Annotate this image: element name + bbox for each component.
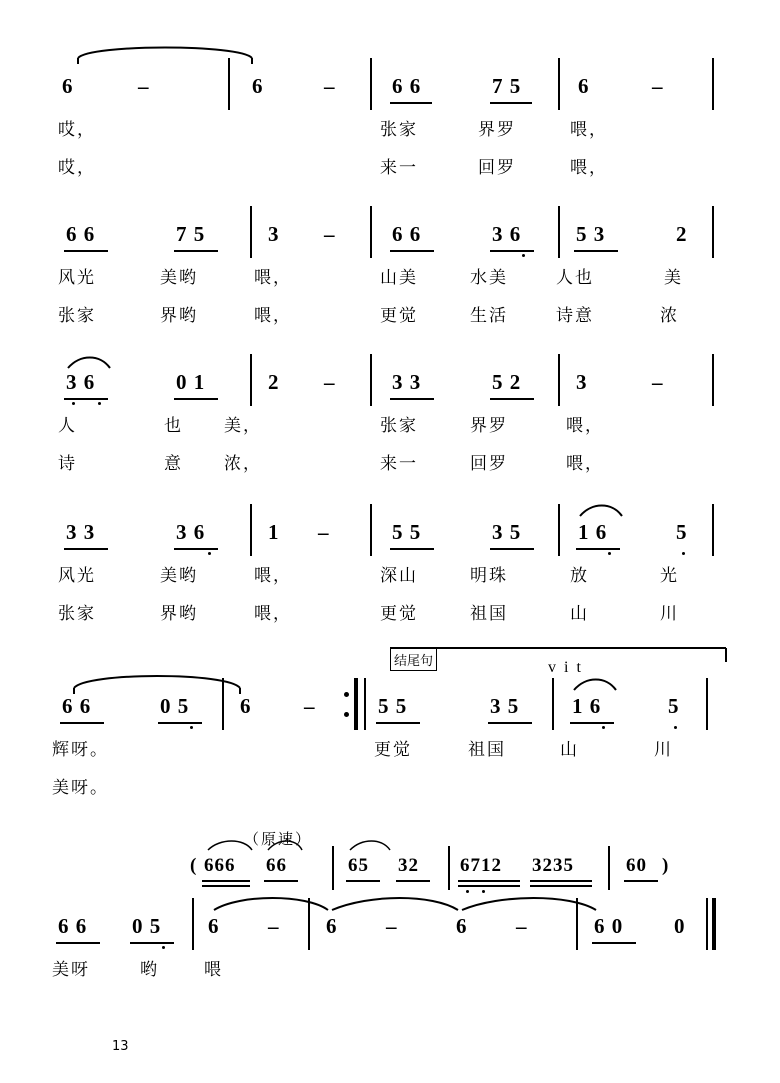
- beam: [530, 885, 592, 887]
- beam: [174, 548, 218, 550]
- note-group: 1 6: [572, 694, 602, 718]
- lyric: 哎，: [58, 158, 96, 178]
- barline: [558, 354, 560, 406]
- octave-dot: [466, 890, 469, 893]
- beam: [570, 722, 614, 724]
- barline: [250, 354, 252, 406]
- beam: [396, 880, 430, 882]
- lyric: 界罗: [478, 120, 516, 140]
- barline: [308, 898, 310, 950]
- ossia-note-group: 60: [626, 855, 647, 876]
- beam: [376, 722, 420, 724]
- lyric: 辉呀。: [52, 740, 109, 760]
- beam: [346, 880, 380, 882]
- beam: [458, 880, 520, 882]
- note: 6: [240, 694, 252, 718]
- lyric: 喂，: [570, 158, 608, 178]
- lyric: 山美: [380, 268, 418, 288]
- beam: [158, 722, 202, 724]
- note-group: 6 6: [392, 74, 422, 98]
- octave-dot: [190, 726, 193, 729]
- final-barline-thin: [706, 898, 708, 950]
- repeat-barline: [354, 678, 358, 730]
- beam: [490, 398, 534, 400]
- barline: [706, 678, 708, 730]
- beam: [202, 885, 250, 887]
- lyric: 意: [164, 454, 183, 474]
- note-group: 1 6: [578, 520, 608, 544]
- barline: [222, 678, 224, 730]
- barline: [250, 504, 252, 556]
- beam: [592, 942, 636, 944]
- lyric: 喂，: [254, 306, 292, 326]
- repeat-barline-thin: [364, 678, 366, 730]
- note-group: 6 0: [594, 914, 624, 938]
- barline: [712, 354, 714, 406]
- barline: [712, 58, 714, 110]
- lyric: 人也: [556, 268, 594, 288]
- repeat-dot: [344, 692, 349, 697]
- beam: [390, 250, 434, 252]
- note: 2: [268, 370, 280, 394]
- note: 6: [578, 74, 590, 98]
- lyric: 界哟: [160, 604, 198, 624]
- note-dash: –: [324, 222, 336, 246]
- beam: [60, 722, 104, 724]
- section-label-ending: 结尾句: [390, 648, 437, 671]
- barline: [558, 206, 560, 258]
- note-dash: –: [516, 914, 528, 938]
- lyric: 浓，: [224, 454, 262, 474]
- lyric: 美呀。: [52, 778, 109, 798]
- beam: [624, 880, 658, 882]
- note-group: 6 6: [392, 222, 422, 246]
- lyric: 山: [560, 740, 579, 760]
- lyric: 张家: [58, 604, 96, 624]
- note: 5: [676, 520, 688, 544]
- lyric: 回罗: [478, 158, 516, 178]
- ossia-note-group: 6712: [460, 855, 502, 876]
- beam: [174, 398, 218, 400]
- barline: [192, 898, 194, 950]
- note-group: 5 3: [576, 222, 606, 246]
- barline: [712, 206, 714, 258]
- barline: [370, 504, 372, 556]
- note-group: 3 3: [392, 370, 422, 394]
- lyric: 张家: [58, 306, 96, 326]
- octave-dot: [72, 402, 75, 405]
- note: 1: [268, 520, 280, 544]
- lyric: 川: [660, 604, 679, 624]
- octave-dot: [608, 552, 611, 555]
- note-dash: –: [304, 694, 316, 718]
- repeat-dot: [344, 712, 349, 717]
- lyric: 喂，: [566, 416, 604, 436]
- note-group: 7 5: [176, 222, 206, 246]
- lyric: 川: [654, 740, 673, 760]
- note: 0: [674, 914, 686, 938]
- lyric: 诗: [58, 454, 77, 474]
- octave-dot: [674, 726, 677, 729]
- lyric: 回罗: [470, 454, 508, 474]
- barline: [250, 206, 252, 258]
- lyric: 哟: [140, 960, 159, 980]
- note-dash: –: [318, 520, 330, 544]
- barline: [228, 58, 230, 110]
- note-group: 3 5: [492, 520, 522, 544]
- note-group: 3 6: [66, 370, 96, 394]
- octave-dot: [602, 726, 605, 729]
- beam: [264, 880, 298, 882]
- note-group: 5 5: [392, 520, 422, 544]
- note-dash: –: [324, 74, 336, 98]
- note-group: 7 5: [492, 74, 522, 98]
- note-group: 0 5: [160, 694, 190, 718]
- lyric: 张家: [380, 120, 418, 140]
- beam: [458, 885, 520, 887]
- tempo-mark-vit: v i t: [548, 659, 583, 676]
- note-dash: –: [138, 74, 150, 98]
- lyric: 生活: [470, 306, 508, 326]
- beam: [490, 102, 532, 104]
- note: 6: [208, 914, 220, 938]
- barline: [370, 58, 372, 110]
- lyric: 诗意: [556, 306, 594, 326]
- lyric: 界罗: [470, 416, 508, 436]
- beam: [64, 548, 108, 550]
- ossia-note-group: 66: [266, 855, 287, 876]
- lyric: 喂: [204, 960, 223, 980]
- lyric: 哎，: [58, 120, 96, 140]
- lyric: 喂，: [570, 120, 608, 140]
- lyric: 美: [664, 268, 683, 288]
- beam: [130, 942, 174, 944]
- beam: [488, 722, 532, 724]
- barline: [552, 678, 554, 730]
- lyric: 祖国: [470, 604, 508, 624]
- lyric: 也: [164, 416, 183, 436]
- page-number: 13: [112, 1039, 129, 1054]
- lyric: 祖国: [468, 740, 506, 760]
- lyric: 界哟: [160, 306, 198, 326]
- lyric: 风光: [58, 268, 96, 288]
- beam: [64, 250, 108, 252]
- barline: [608, 846, 610, 890]
- note-group: 3 3: [66, 520, 96, 544]
- final-barline-thick: [712, 898, 716, 950]
- lyric: 来一: [380, 454, 418, 474]
- note: 6: [252, 74, 264, 98]
- lyric: 喂，: [254, 566, 292, 586]
- octave-dot: [208, 552, 211, 555]
- beam: [490, 250, 534, 252]
- beam: [202, 880, 250, 882]
- lyric: 美，: [224, 416, 262, 436]
- barline: [558, 58, 560, 110]
- note: 3: [268, 222, 280, 246]
- beam: [64, 398, 108, 400]
- barline: [370, 354, 372, 406]
- note-group: 5 2: [492, 370, 522, 394]
- lyric: 深山: [380, 566, 418, 586]
- lyric: 人: [58, 416, 77, 436]
- note-group: 0 1: [176, 370, 206, 394]
- note: 6: [326, 914, 338, 938]
- note-group: 3 6: [176, 520, 206, 544]
- lyric: 风光: [58, 566, 96, 586]
- beam: [576, 548, 620, 550]
- note-dash: –: [386, 914, 398, 938]
- note-group: 3 5: [490, 694, 520, 718]
- barline: [558, 504, 560, 556]
- beam: [56, 942, 100, 944]
- octave-dot: [98, 402, 101, 405]
- note: 5: [668, 694, 680, 718]
- lyric: 喂，: [254, 604, 292, 624]
- note-group: 0 5: [132, 914, 162, 938]
- barline: [332, 846, 334, 890]
- note: 2: [676, 222, 688, 246]
- octave-dot: [522, 254, 525, 257]
- note-dash: –: [268, 914, 280, 938]
- ossia-note-group: 32: [398, 855, 419, 876]
- lyric: 美呀: [52, 960, 90, 980]
- beam: [390, 548, 434, 550]
- lyric: 更觉: [380, 306, 418, 326]
- barline: [576, 898, 578, 950]
- lyric: 来一: [380, 158, 418, 178]
- note-group: 3 6: [492, 222, 522, 246]
- lyric: 放: [570, 566, 589, 586]
- tempo-note-original-speed: （原速）: [244, 830, 313, 848]
- ossia-paren-open: (: [190, 855, 198, 876]
- lyric: 浓: [660, 306, 679, 326]
- beam: [174, 250, 218, 252]
- beam: [530, 880, 592, 882]
- octave-dot: [482, 890, 485, 893]
- note-dash: –: [652, 370, 664, 394]
- barline: [448, 846, 450, 890]
- lyric: 美哟: [160, 566, 198, 586]
- lyric: 更觉: [374, 740, 412, 760]
- note: 3: [576, 370, 588, 394]
- note-group: 6 6: [66, 222, 96, 246]
- lyric: 喂，: [566, 454, 604, 474]
- beam: [390, 398, 434, 400]
- barline: [370, 206, 372, 258]
- note-group: 6 6: [58, 914, 88, 938]
- ossia-paren-close: ): [662, 855, 670, 876]
- note: 6: [456, 914, 468, 938]
- barline: [712, 504, 714, 556]
- lyric: 明珠: [470, 566, 508, 586]
- ossia-note-group: 3235: [532, 855, 574, 876]
- lyric: 美哟: [160, 268, 198, 288]
- lyric: 水美: [470, 268, 508, 288]
- lyric: 光: [660, 566, 679, 586]
- note-group: 6 6: [62, 694, 92, 718]
- note-dash: –: [652, 74, 664, 98]
- lyric: 山: [570, 604, 589, 624]
- octave-dot: [162, 946, 165, 949]
- ossia-note-group: 666: [204, 855, 236, 876]
- note-group: 5 5: [378, 694, 408, 718]
- ossia-note-group: 65: [348, 855, 369, 876]
- beam: [490, 548, 534, 550]
- beam: [390, 102, 432, 104]
- octave-dot: [682, 552, 685, 555]
- note-dash: –: [324, 370, 336, 394]
- note: 6: [62, 74, 74, 98]
- lyric: 喂，: [254, 268, 292, 288]
- lyric: 更觉: [380, 604, 418, 624]
- lyric: 张家: [380, 416, 418, 436]
- beam: [574, 250, 618, 252]
